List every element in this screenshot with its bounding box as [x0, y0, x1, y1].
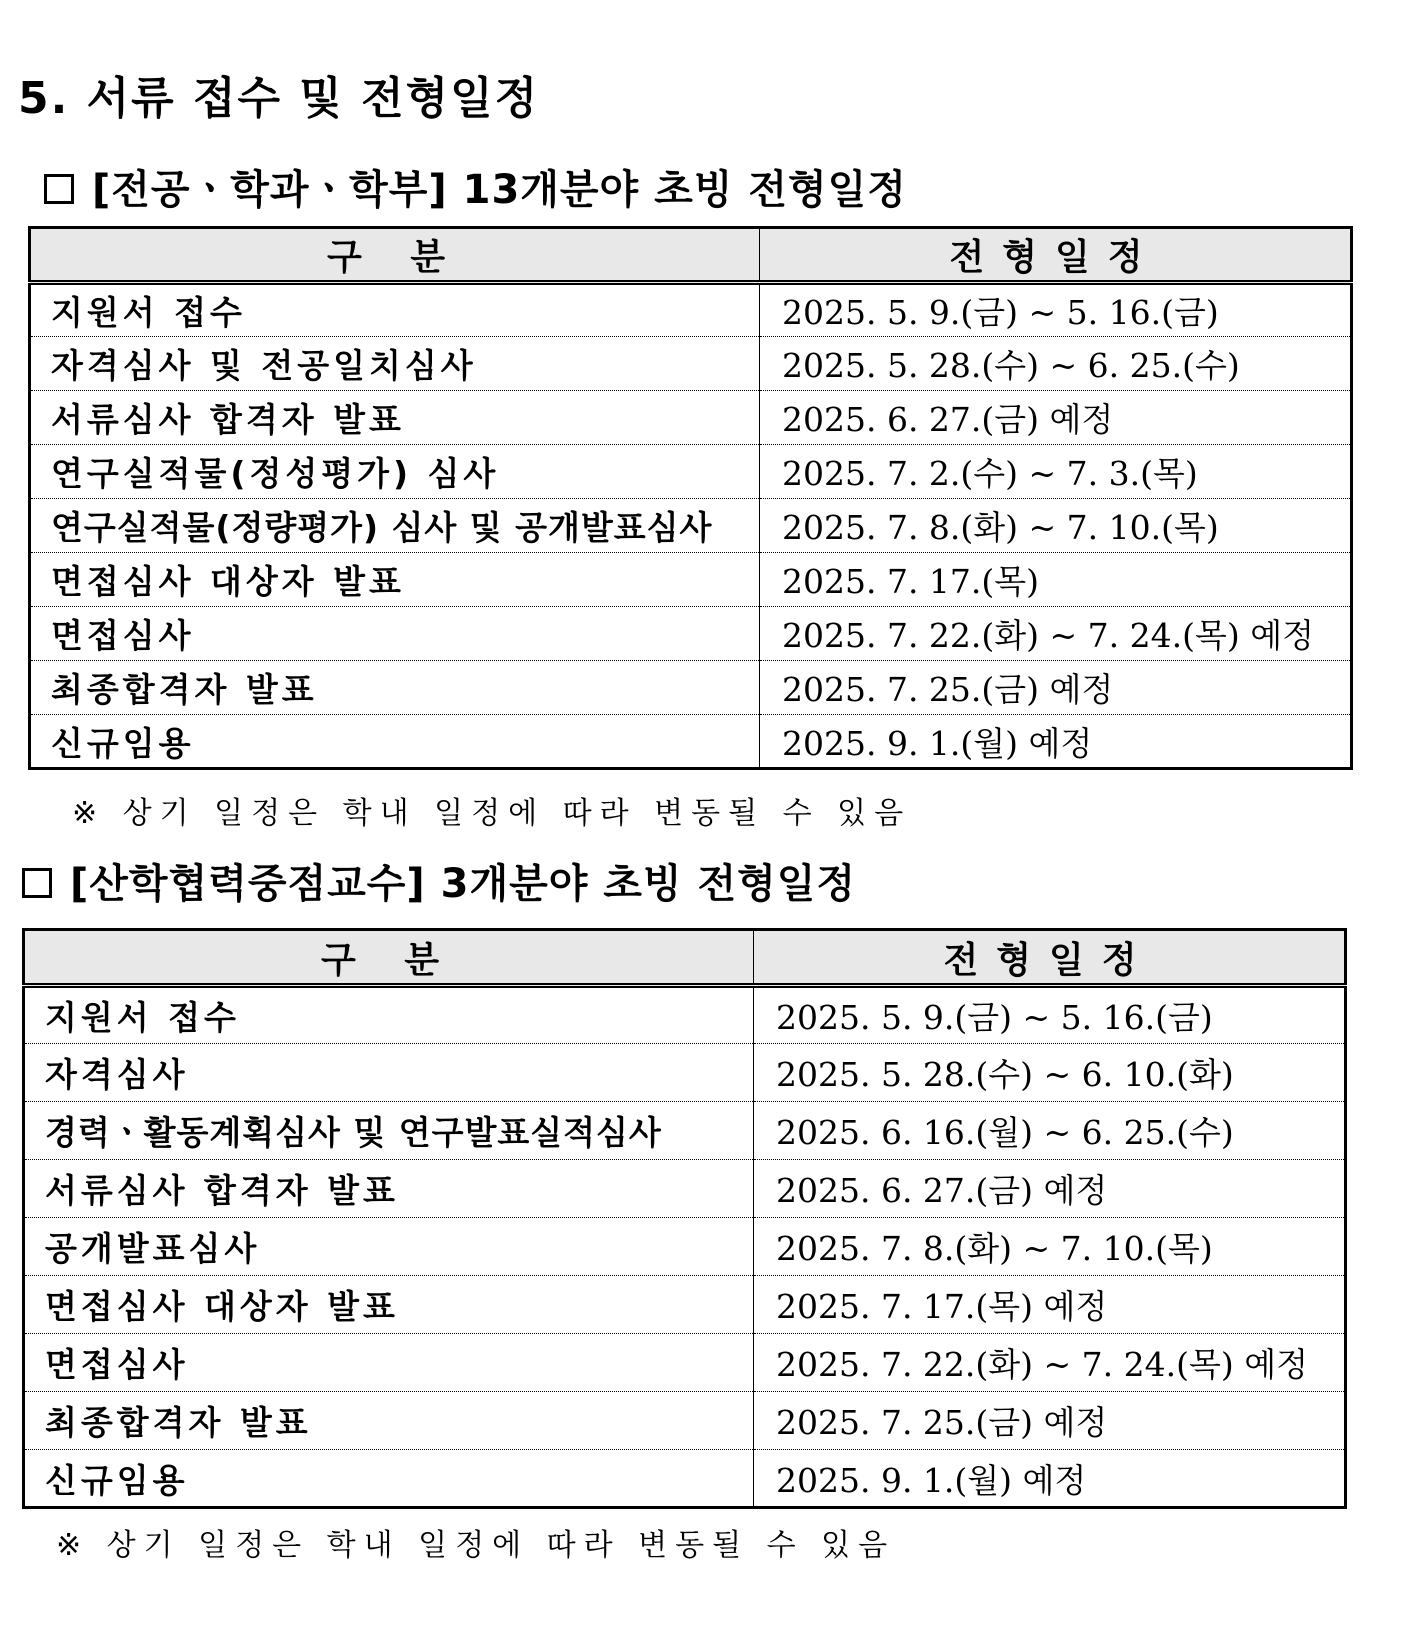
table-row: [30, 391, 1352, 445]
table1-note: ※ 상기 일정은 학내 일정에 따라 변동될 수 있음: [72, 796, 912, 831]
row-date: 2025. 7. 17.(목): [760, 553, 1352, 607]
row-date: 2025. 7. 25.(금) 예정: [754, 1392, 1346, 1450]
row-date: 2025. 7. 8.(화) ~ 7. 10.(목): [760, 499, 1352, 553]
table2-note: ※ 상기 일정은 학내 일정에 따라 변동될 수 있음: [56, 1528, 896, 1563]
row-date: 2025. 9. 1.(월) 예정: [760, 715, 1352, 769]
row-item: 경력ㆍ활동계획심사 및 연구발표실적심사: [24, 1102, 754, 1160]
schedule-table-2: [22, 928, 1347, 1509]
row-date: 2025. 7. 25.(금) 예정: [760, 661, 1352, 715]
table-row: [30, 499, 1352, 553]
row-date: 2025. 7. 22.(화) ~ 7. 24.(목) 예정: [760, 607, 1352, 661]
row-item: 공개발표심사: [24, 1218, 754, 1276]
table-row: [30, 553, 1352, 607]
row-item: 지원서 접수: [45, 998, 240, 1037]
table-header-row: [30, 228, 1352, 283]
table-row: [24, 1450, 1346, 1508]
table-row: [24, 1102, 1346, 1160]
header-schedule: 전형일정: [754, 930, 1346, 986]
header-category: 구 분: [24, 930, 754, 986]
row-date: 2025. 5. 28.(수) ~ 6. 25.(수): [760, 337, 1352, 391]
row-date: 2025. 7. 17.(목) 예정: [754, 1276, 1346, 1334]
table-row: [24, 1392, 1346, 1450]
row-item: 연구실적물(정량평가) 심사 및 공개발표심사: [30, 499, 760, 553]
table2-subtitle: [22, 852, 856, 909]
table-header-row: [24, 930, 1346, 986]
header-category: 구 분: [30, 228, 760, 283]
table1-subtitle: [44, 158, 907, 215]
row-date: 2025. 6. 16.(월) ~ 6. 25.(수): [754, 1102, 1346, 1160]
table-row: [30, 283, 1352, 337]
row-item: 최종합격자 발표: [24, 1392, 754, 1450]
table-row: [30, 661, 1352, 715]
table-row: [24, 1044, 1346, 1102]
row-date: 2025. 7. 8.(화) ~ 7. 10.(목): [754, 1218, 1346, 1276]
row-item: 면접심사: [24, 1334, 754, 1392]
row-date: 2025. 9. 1.(월) 예정: [754, 1450, 1346, 1508]
row-item: 면접심사: [30, 607, 760, 661]
table-row: [30, 337, 1352, 391]
table-row: [24, 1218, 1346, 1276]
row-item: 신규임용: [30, 715, 760, 769]
row-date: 2025. 5. 9.(금) ~ 5. 16.(금): [760, 283, 1352, 337]
table-row: [30, 607, 1352, 661]
checkbox-square-icon: [44, 174, 74, 204]
table-row: [24, 1160, 1346, 1218]
table-row: [30, 445, 1352, 499]
row-item: 자격심사 및 전공일치심사: [30, 337, 760, 391]
row-date: 2025. 5. 28.(수) ~ 6. 10.(화): [754, 1044, 1346, 1102]
checkbox-square-icon: [22, 868, 52, 898]
row-item: 연구실적물(정성평가) 심사: [30, 445, 760, 499]
row-date: 2025. 7. 2.(수) ~ 7. 3.(목): [760, 445, 1352, 499]
row-date: 2025. 7. 22.(화) ~ 7. 24.(목) 예정: [754, 1334, 1346, 1392]
row-date: 2025. 6. 27.(금) 예정: [760, 391, 1352, 445]
row-item: 자격심사: [24, 1044, 754, 1102]
row-item: 서류심사 합격자 발표: [30, 391, 760, 445]
row-item: 지원서 접수: [51, 293, 246, 332]
table-row: [24, 1276, 1346, 1334]
table2-subtitle-text: [산학협력중점교수] 3개분야 초빙 전형일정: [70, 861, 857, 907]
table-row: [24, 986, 1346, 1044]
row-item: 최종합격자 발표: [30, 661, 760, 715]
row-date: 2025. 6. 27.(금) 예정: [754, 1160, 1346, 1218]
table-row: [30, 715, 1352, 769]
row-item: 면접심사 대상자 발표: [30, 553, 760, 607]
row-item: 신규임용: [24, 1450, 754, 1508]
header-schedule: 전형일정: [760, 228, 1352, 283]
schedule-table-1: [28, 226, 1353, 770]
section-title: 5. 서류 접수 및 전형일정: [18, 73, 540, 124]
row-date: 2025. 5. 9.(금) ~ 5. 16.(금): [754, 986, 1346, 1044]
table1-subtitle-text: [전공ㆍ학과ㆍ학부] 13개분야 초빙 전형일정: [92, 167, 907, 213]
row-item: 면접심사 대상자 발표: [24, 1276, 754, 1334]
table-row: [24, 1334, 1346, 1392]
row-item: 서류심사 합격자 발표: [24, 1160, 754, 1218]
